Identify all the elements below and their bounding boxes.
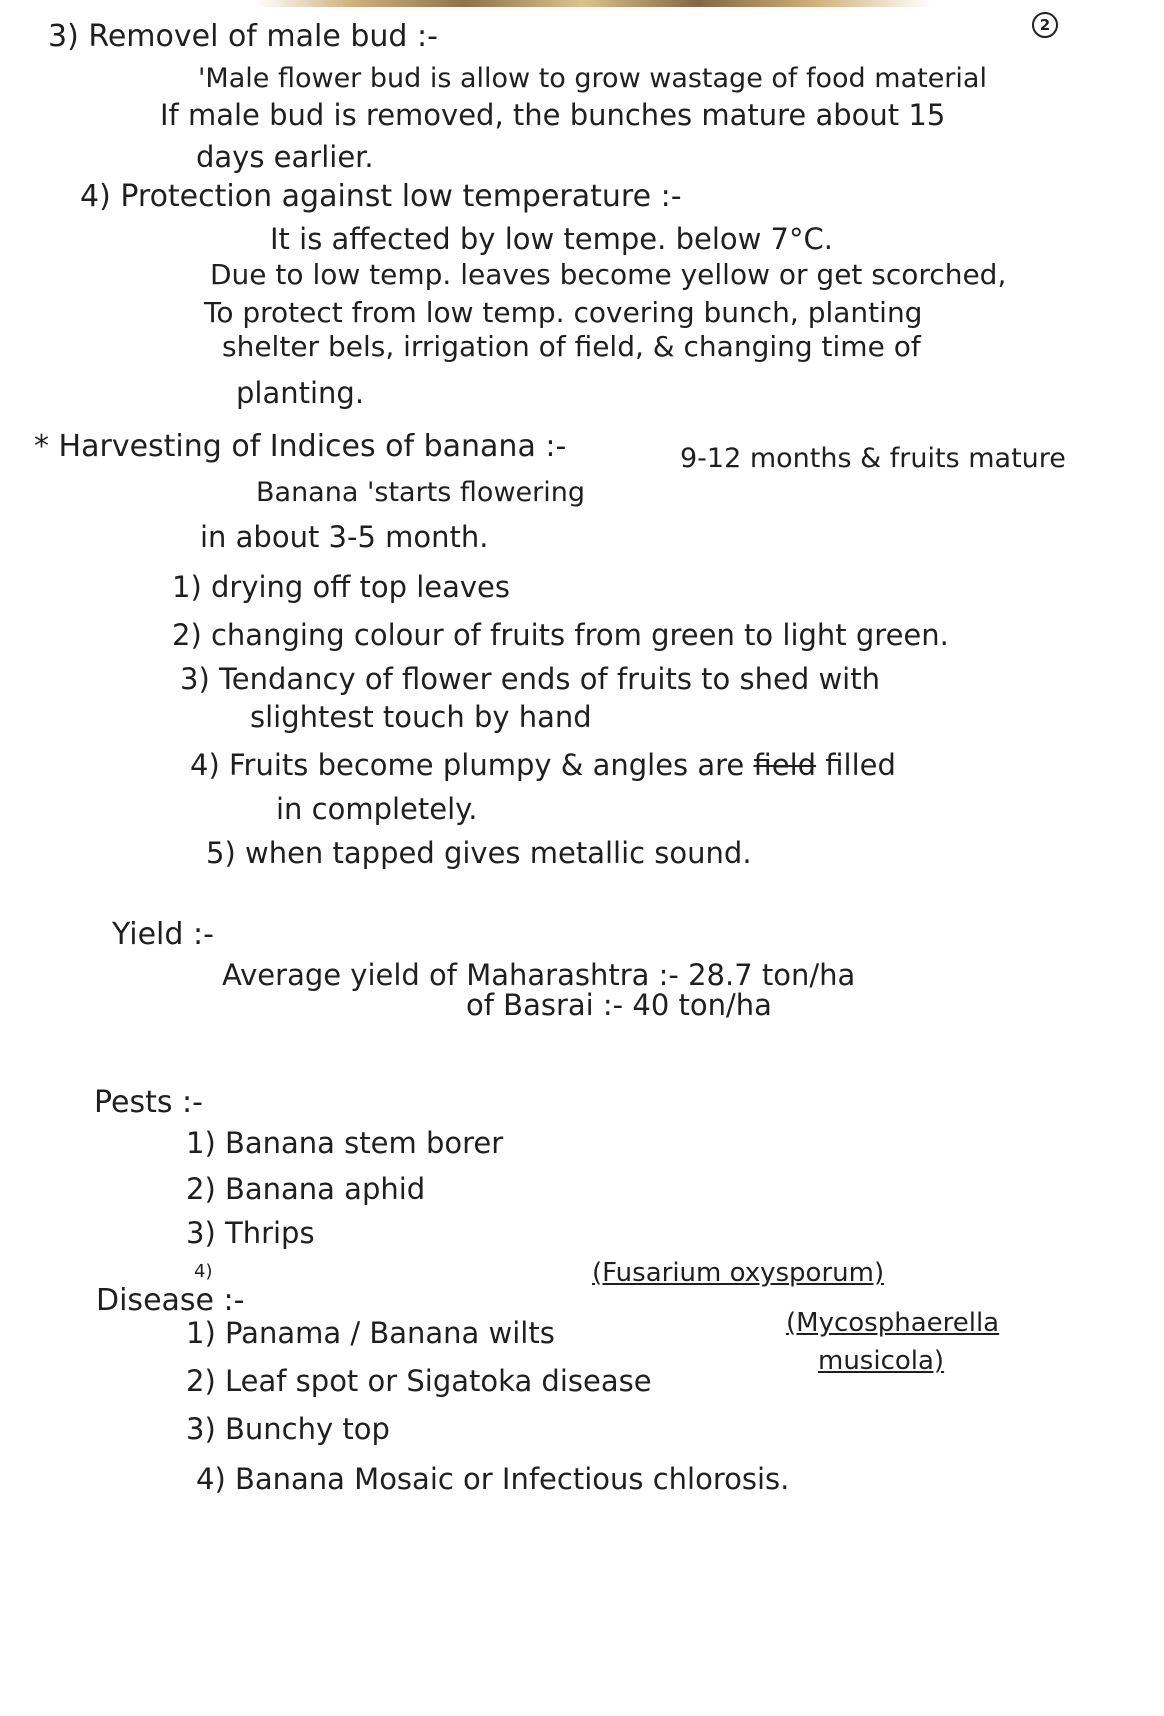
disease-pathogen-2b: musicola) bbox=[818, 1346, 945, 1376]
disease-pathogen-2: (Mycosphaerella bbox=[786, 1308, 1000, 1338]
low-temp-line-3: To protect from low temp. covering bunch, planting bbox=[204, 296, 923, 329]
disease-item-4: 4) Banana Mosaic or Infectious chlorosis. bbox=[196, 1462, 790, 1496]
harvesting-item-1: 1) drying off top leaves bbox=[172, 570, 511, 604]
pest-item-2: 2) Banana aphid bbox=[186, 1172, 426, 1206]
yield-heading: Yield :- bbox=[112, 917, 214, 952]
harvesting-item-4-cont: in completely. bbox=[276, 792, 478, 826]
harvesting-heading: * Harvesting of Indices of banana :- bbox=[34, 429, 567, 464]
harvesting-item-4-text: 4) Fruits become plumpy & angles are bbox=[190, 748, 745, 782]
low-temp-line-1: It is affected by low tempe. below 7°C. bbox=[270, 222, 833, 256]
disease-heading: Disease :- bbox=[96, 1283, 245, 1318]
disease-item-1: 1) Panama / Banana wilts bbox=[186, 1316, 555, 1350]
harvesting-intro: Banana 'starts flowering bbox=[256, 477, 585, 508]
male-bud-heading: 3) Removel of male bud :- bbox=[48, 19, 438, 54]
harvesting-item-4 bbox=[190, 748, 896, 782]
pest-item-3: 3) Thrips bbox=[186, 1216, 315, 1250]
page-number: 2 bbox=[1032, 12, 1058, 38]
harvesting-item-2: 2) changing colour of fruits from green to light green. bbox=[172, 618, 949, 652]
harvesting-item-3: 3) Tendancy of flower ends of fruits to shed with bbox=[180, 662, 880, 696]
harvesting-item-5: 5) when tapped gives metallic sound. bbox=[206, 836, 752, 870]
disease-item-3: 3) Bunchy top bbox=[186, 1412, 390, 1446]
disease-marker: 4) bbox=[194, 1261, 213, 1282]
harvesting-item-4-end: filled bbox=[825, 748, 896, 782]
struck-word: field bbox=[753, 748, 817, 782]
male-bud-line-2: If male bud is removed, the bunches mature about 15 bbox=[160, 98, 946, 132]
disease-item-2: 2) Leaf spot or Sigatoka disease bbox=[186, 1364, 652, 1398]
low-temp-line-5: planting. bbox=[236, 376, 365, 410]
yield-line-2: of Basrai :- 40 ton/ha bbox=[466, 988, 772, 1022]
disease-pathogen-1: (Fusarium oxysporum) bbox=[592, 1258, 885, 1288]
harvesting-heading-tail: 9-12 months & fruits mature bbox=[680, 443, 1066, 474]
male-bud-line-3: days earlier. bbox=[196, 140, 374, 174]
harvesting-intro-2: in about 3-5 month. bbox=[200, 520, 489, 554]
male-bud-line-1: 'Male flower bud is allow to grow wastage of food material bbox=[198, 63, 987, 94]
pests-heading: Pests :- bbox=[94, 1085, 203, 1120]
harvesting-item-3-cont: slightest touch by hand bbox=[250, 700, 592, 734]
pest-item-1: 1) Banana stem borer bbox=[186, 1126, 504, 1160]
low-temp-heading: 4) Protection against low temperature :- bbox=[80, 179, 682, 214]
page-top-edge bbox=[0, 0, 1164, 7]
low-temp-line-4: shelter bels, irrigation of field, & changing time of bbox=[222, 330, 921, 363]
yield-line-1: Average yield of Maharashtra :- 28.7 ton/ha bbox=[222, 958, 856, 992]
low-temp-line-2: Due to low temp. leaves become yellow or get scorched, bbox=[210, 258, 1007, 291]
